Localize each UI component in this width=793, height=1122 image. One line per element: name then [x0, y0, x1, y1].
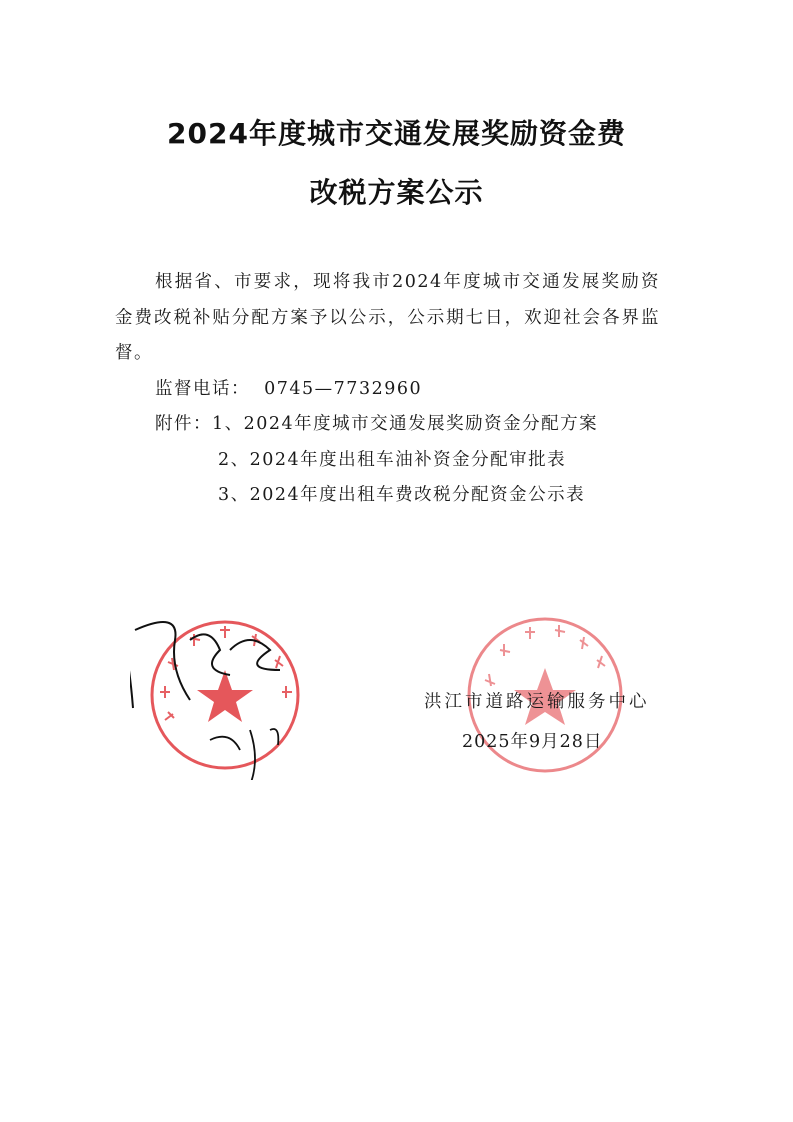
announcement-paragraph: 根据省、市要求，现将我市2024年度城市交通发展奖励资金费改税补贴分配方案予以公示，公示期七日，欢迎社会各界监督。: [115, 272, 660, 363]
attachment-item: 1、2024年度城市交通发展奖励资金分配方案: [212, 414, 599, 434]
phone-line: [115, 372, 660, 408]
attachment-line-1: [115, 407, 660, 443]
attachment-item: 3、2024年度出租车费改税分配资金公示表: [218, 485, 586, 505]
title-line-1: 2024年度城市交通发展奖励资金费: [167, 117, 626, 150]
left-seal-stamp: [130, 600, 320, 780]
phone-label: 监督电话：: [155, 378, 250, 399]
title-line-2: 改税方案公示: [309, 176, 484, 209]
issue-date: 2025年9月28日: [462, 732, 603, 752]
attachments-label: 附件：: [155, 414, 212, 434]
document-body: [115, 265, 660, 514]
issuer-name: 洪江市道路运输服务中心: [424, 692, 650, 712]
attachment-item: 2、2024年度出租车油补资金分配审批表: [218, 449, 567, 470]
phone-number: 0745—7732960: [264, 378, 423, 399]
